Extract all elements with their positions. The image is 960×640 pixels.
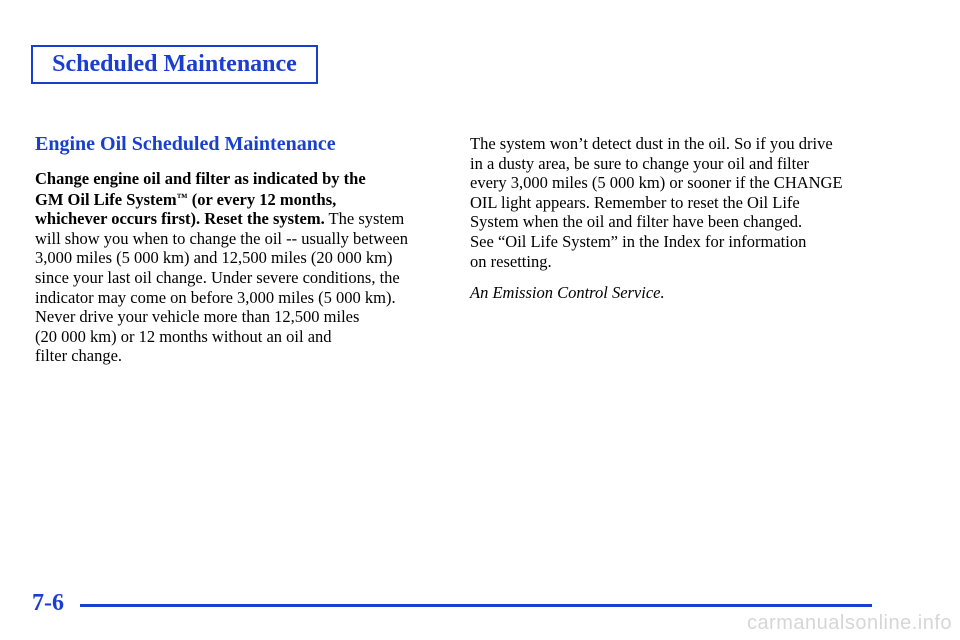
header-box: [31, 45, 318, 84]
body-line-6: Never drive your vehicle more than 12,500 miles: [35, 307, 360, 327]
right-line-5: System when the oil and filter have been changed.: [470, 212, 803, 232]
right-line-3: every 3,000 miles (5 000 km) or sooner if the CHANGE: [470, 173, 843, 193]
right-line-6: See “Oil Life System” in the Index for information: [470, 231, 807, 251]
body-line-4: since your last oil change. Under severe conditions, the: [35, 267, 400, 287]
instruction-line-2: GM Oil Life System: [35, 189, 177, 209]
body-line-2: will show you when to change the oil -- usually between: [35, 228, 408, 248]
footer-rule: [80, 604, 872, 607]
section-heading: Engine Oil Scheduled Maintenance: [35, 133, 336, 155]
right-line-4: OIL light appears. Remember to reset the Oil Life: [470, 192, 800, 212]
body-line-1: The system: [324, 209, 405, 229]
instruction-line-3: whichever occurs first). Reset the system.: [35, 209, 325, 229]
dust-paragraph: [470, 134, 890, 271]
right-line-1: The system won’t detect dust in the oil. So if you drive: [470, 134, 833, 153]
right-column: [470, 134, 890, 303]
left-column: [35, 132, 440, 366]
body-line-7: (20 000 km) or 12 months without an oil and: [35, 326, 332, 346]
oil-change-paragraph: [35, 169, 440, 366]
trademark-symbol: ™: [176, 191, 188, 204]
body-line-8: filter change.: [35, 346, 123, 366]
right-line-7: on resetting.: [470, 251, 552, 271]
page-number: 7-6: [32, 590, 64, 616]
instruction-line-2b: (or every 12 months,: [187, 189, 337, 209]
emission-note: An Emission Control Service.: [470, 283, 665, 303]
page-section-title: Scheduled Maintenance: [52, 51, 297, 77]
instruction-line-1: Change engine oil and filter as indicated by the: [35, 169, 366, 188]
body-line-3: 3,000 miles (5 000 km) and 12,500 miles (20 000 km): [35, 248, 393, 268]
watermark-text: carmanualsonline.info: [746, 612, 952, 634]
body-line-5: indicator may come on before 3,000 miles (5 000 km).: [35, 287, 396, 307]
right-line-2: in a dusty area, be sure to change your oil and filter: [470, 153, 810, 173]
